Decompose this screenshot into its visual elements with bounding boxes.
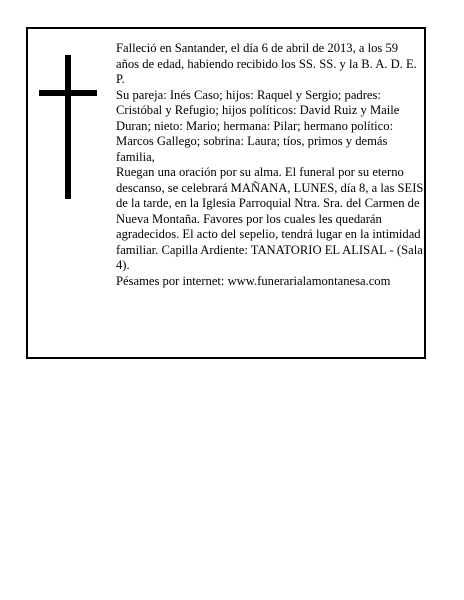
cross-vertical-bar <box>65 55 71 199</box>
cross-horizontal-bar <box>39 90 97 96</box>
condolences-line: Pésames por internet: www.funerarialamontanesa.com <box>116 273 391 288</box>
family-list: Su pareja: Inés Caso; hijos: Raquel y Sergio; padres: Cristóbal y Refugio; hijos políticos: David Ruiz y Maile Duran; nieto: Mario; hermana: Pilar; hermano político: Marcos Gallego; sobrina: Laura; tíos, primos y demás familia, <box>116 87 400 164</box>
latin-cross-icon <box>39 55 97 199</box>
obituary-notice <box>26 27 426 359</box>
death-announcement: Falleció en Santander, el día 6 de abril de 2013, a los 59 años de edad, habiendo recibido los SS. SS. y la B. A. D. E. P. <box>116 41 417 86</box>
funeral-details: Ruegan una oración por su alma. El funeral por su eterno descanso, se celebrará MAÑANA, LUNES, día 8, a las SEIS de la tarde, en la Iglesia Parroquial Ntra. Sra. del Carmen de Nueva Montaña. Favores por los cuales les quedarán agradecidos. El acto del sepelio, tendrá lugar en la intimidad familiar. Capilla Ardiente: TANATORIO EL ALISAL - (Sala 4). <box>116 165 424 272</box>
obituary-text <box>116 41 424 289</box>
